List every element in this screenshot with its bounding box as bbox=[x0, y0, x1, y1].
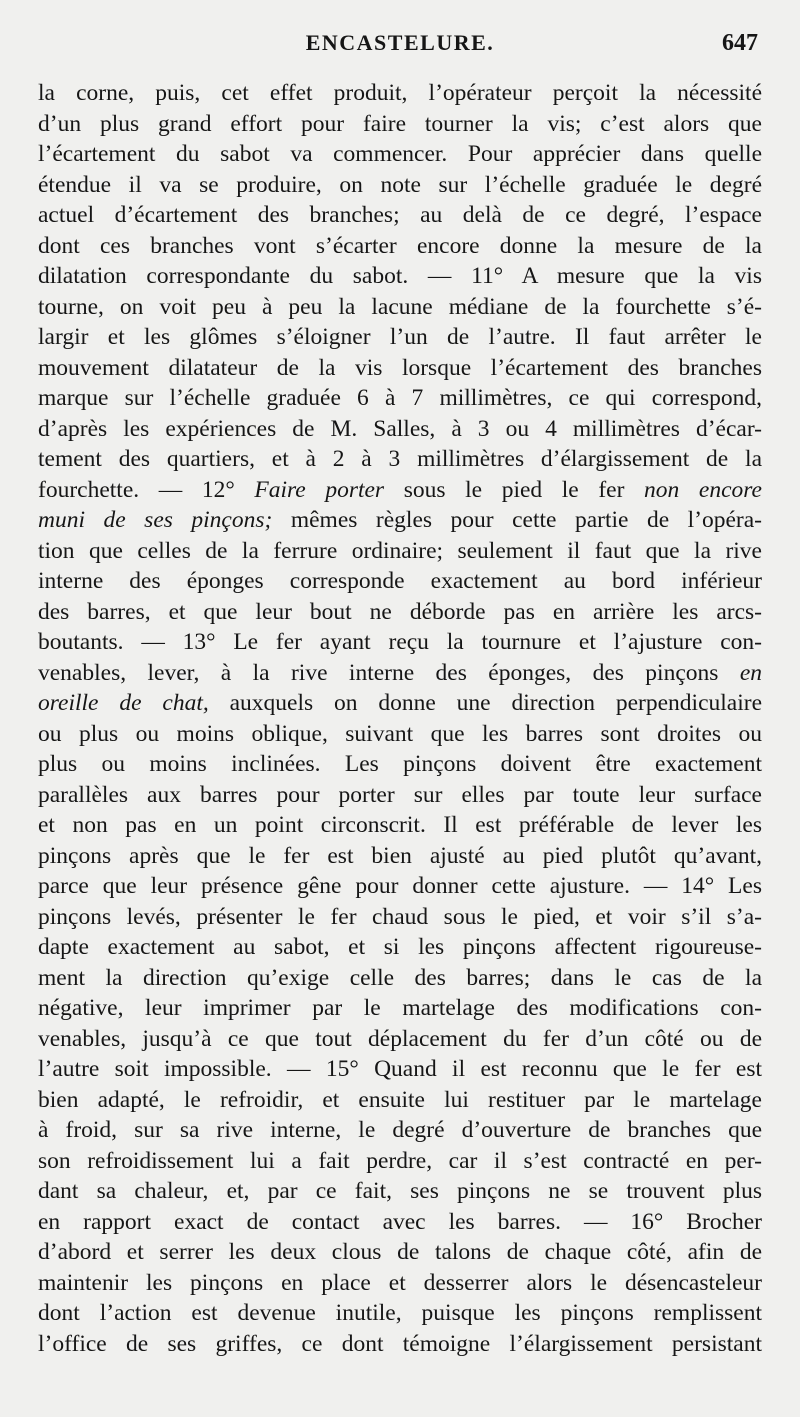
running-head bbox=[0, 30, 800, 64]
text-run: étendue il va se produire, on note sur l’échelle graduée le degré bbox=[38, 171, 762, 198]
text-run: dapte exactement au sabot, et si les pinçons affectent rigoureuse- bbox=[38, 934, 762, 960]
text-line bbox=[38, 505, 762, 536]
text-run: négative, leur imprimer par le martelage des modifications con- bbox=[38, 995, 762, 1021]
text-line bbox=[38, 1024, 762, 1055]
text-run: pinçons après que le fer est bien ajusté au pied plutôt qu’avant, bbox=[38, 842, 762, 869]
text-run: en rapport exact de contact avec les barres. — 16° Brocher bbox=[38, 1208, 762, 1235]
text-line bbox=[38, 1085, 762, 1116]
text-run: d’abord et serrer les deux clous de talons de chaque côté, afin de bbox=[38, 1239, 762, 1265]
italic-text: non encore bbox=[644, 476, 762, 503]
text-run: parce que leur présence gêne pour donner cette ajusture. — 14° Les bbox=[38, 873, 762, 899]
text-line bbox=[38, 322, 762, 353]
text-run: interne des éponges corresponde exactement au bord inférieur bbox=[38, 568, 762, 594]
text-run: d’un plus grand effort pour faire tourner la vis; c’est alors que bbox=[38, 110, 762, 137]
text-run: parallèles aux barres pour porter sur elles par toute leur surface bbox=[38, 781, 762, 808]
text-line bbox=[38, 780, 762, 811]
text-line bbox=[38, 1268, 762, 1299]
text-run: tement des quartiers, et à 2 à 3 millimètres d’élargissement de la bbox=[38, 446, 762, 472]
running-title: ENCASTELURE. bbox=[305, 30, 495, 55]
text-run: mouvement dilatateur de la vis lorsque l’écartement des branches bbox=[38, 354, 762, 381]
text-run: marque sur l’échelle graduée 6 à 7 millimètres, ce qui correspond, bbox=[38, 385, 762, 411]
text-line bbox=[38, 658, 762, 689]
text-line bbox=[38, 170, 762, 201]
text-run: l’autre soit impossible. — 15° Quand il est reconnu que le fer est bbox=[38, 1056, 762, 1082]
text-run: actuel d’écartement des branches; au delà de ce degré, l’espace bbox=[38, 202, 762, 228]
text-run: bien adapté, le refroidir, et ensuite lui restituer par le martelage bbox=[38, 1086, 762, 1113]
text-line bbox=[38, 109, 762, 140]
text-run: l’écartement du sabot va commencer. Pour apprécier dans quelle bbox=[38, 141, 762, 167]
text-line bbox=[38, 627, 762, 658]
text-run: mêmes règles pour cette partie de l’opéra- bbox=[272, 507, 762, 533]
text-run: tion que celles de la ferrure ordinaire; seulement il faut que la rive bbox=[38, 537, 762, 564]
text-run: son refroidissement lui a fait perdre, car il s’est contracté en per- bbox=[38, 1147, 762, 1174]
text-line bbox=[38, 231, 762, 262]
text-line bbox=[38, 902, 762, 933]
text-run: sous le pied le fer bbox=[384, 476, 645, 503]
text-run: pinçons levés, présenter le fer chaud sous le pied, et voir s’il s’a- bbox=[38, 903, 762, 930]
text-line bbox=[38, 993, 762, 1024]
text-line bbox=[38, 383, 762, 414]
italic-text: muni de ses pinçons; bbox=[38, 507, 273, 533]
text-run: auxquels on donne une direction perpendiculaire bbox=[208, 690, 762, 716]
text-line bbox=[38, 78, 762, 109]
text-line bbox=[38, 1329, 762, 1360]
text-run: dilatation correspondante du sabot. — 11° A mesure que la vis bbox=[38, 263, 762, 289]
text-run: à froid, sur sa rive interne, le degré d’ouverture de branches que bbox=[38, 1117, 762, 1143]
text-run: largir et les glômes s’éloigner l’un de l’autre. Il faut arrêter le bbox=[38, 324, 762, 350]
text-run: dant sa chaleur, et, par ce fait, ses pinçons ne se trouvent plus bbox=[38, 1178, 762, 1204]
text-line bbox=[38, 1146, 762, 1177]
text-line bbox=[38, 871, 762, 902]
text-line bbox=[38, 1237, 762, 1268]
text-run: la corne, puis, cet effet produit, l’opérateur perçoit la nécessité bbox=[38, 80, 762, 106]
text-line bbox=[38, 566, 762, 597]
text-line bbox=[38, 444, 762, 475]
text-line bbox=[38, 475, 762, 506]
text-run: venables, jusqu’à ce que tout déplacement du fer d’un côté ou de bbox=[38, 1025, 762, 1052]
text-run: fourchette. — 12° bbox=[38, 476, 255, 503]
text-run: l’office de ses griffes, ce dont témoigne l’élargissement persistant bbox=[38, 1330, 762, 1357]
body-text bbox=[38, 78, 762, 1359]
italic-text: Faire porter bbox=[254, 476, 385, 503]
text-line bbox=[38, 1054, 762, 1085]
text-run: et non pas en un point circonscrit. Il est préférable de lever les bbox=[38, 812, 762, 838]
page-number: 647 bbox=[722, 30, 758, 56]
text-run: maintenir les pinçons en place et desserrer alors le désencasteleur bbox=[38, 1269, 762, 1296]
text-run: plus ou moins inclinées. Les pinçons doivent être exactement bbox=[38, 751, 762, 777]
text-line bbox=[38, 597, 762, 628]
text-run: ment la direction qu’exige celle des barres; dans le cas de la bbox=[38, 964, 762, 991]
text-line bbox=[38, 1176, 762, 1207]
text-run: dont l’action est devenue inutile, puisque les pinçons remplissent bbox=[38, 1300, 762, 1326]
text-line bbox=[38, 688, 762, 719]
text-line bbox=[38, 719, 762, 750]
italic-text: en bbox=[739, 659, 762, 686]
text-line bbox=[38, 139, 762, 170]
text-line bbox=[38, 353, 762, 384]
text-line bbox=[38, 841, 762, 872]
text-line bbox=[38, 1298, 762, 1329]
text-run: boutants. — 13° Le fer ayant reçu la tournure et l’ajusture con- bbox=[38, 629, 762, 655]
text-line bbox=[38, 932, 762, 963]
text-line bbox=[38, 200, 762, 231]
text-run: venables, lever, à la rive interne des éponges, des pinçons bbox=[38, 659, 740, 686]
text-line bbox=[38, 414, 762, 445]
text-line bbox=[38, 749, 762, 780]
text-line bbox=[38, 1115, 762, 1146]
text-run: ou plus ou moins oblique, suivant que les barres sont droites ou bbox=[38, 720, 762, 747]
text-run: tourne, on voit peu à peu la lacune médiane de la fourchette s’é- bbox=[38, 293, 762, 320]
text-run: dont ces branches vont s’écarter encore donne la mesure de la bbox=[38, 232, 762, 259]
text-line bbox=[38, 1207, 762, 1238]
text-line bbox=[38, 292, 762, 323]
text-line bbox=[38, 261, 762, 292]
text-line bbox=[38, 536, 762, 567]
text-run: des barres, et que leur bout ne déborde pas en arrière les arcs- bbox=[38, 598, 762, 625]
text-run: d’après les expériences de M. Salles, à 3 ou 4 millimètres d’écar- bbox=[38, 415, 762, 442]
text-line bbox=[38, 963, 762, 994]
italic-text: oreille de chat, bbox=[38, 690, 209, 716]
text-line bbox=[38, 810, 762, 841]
